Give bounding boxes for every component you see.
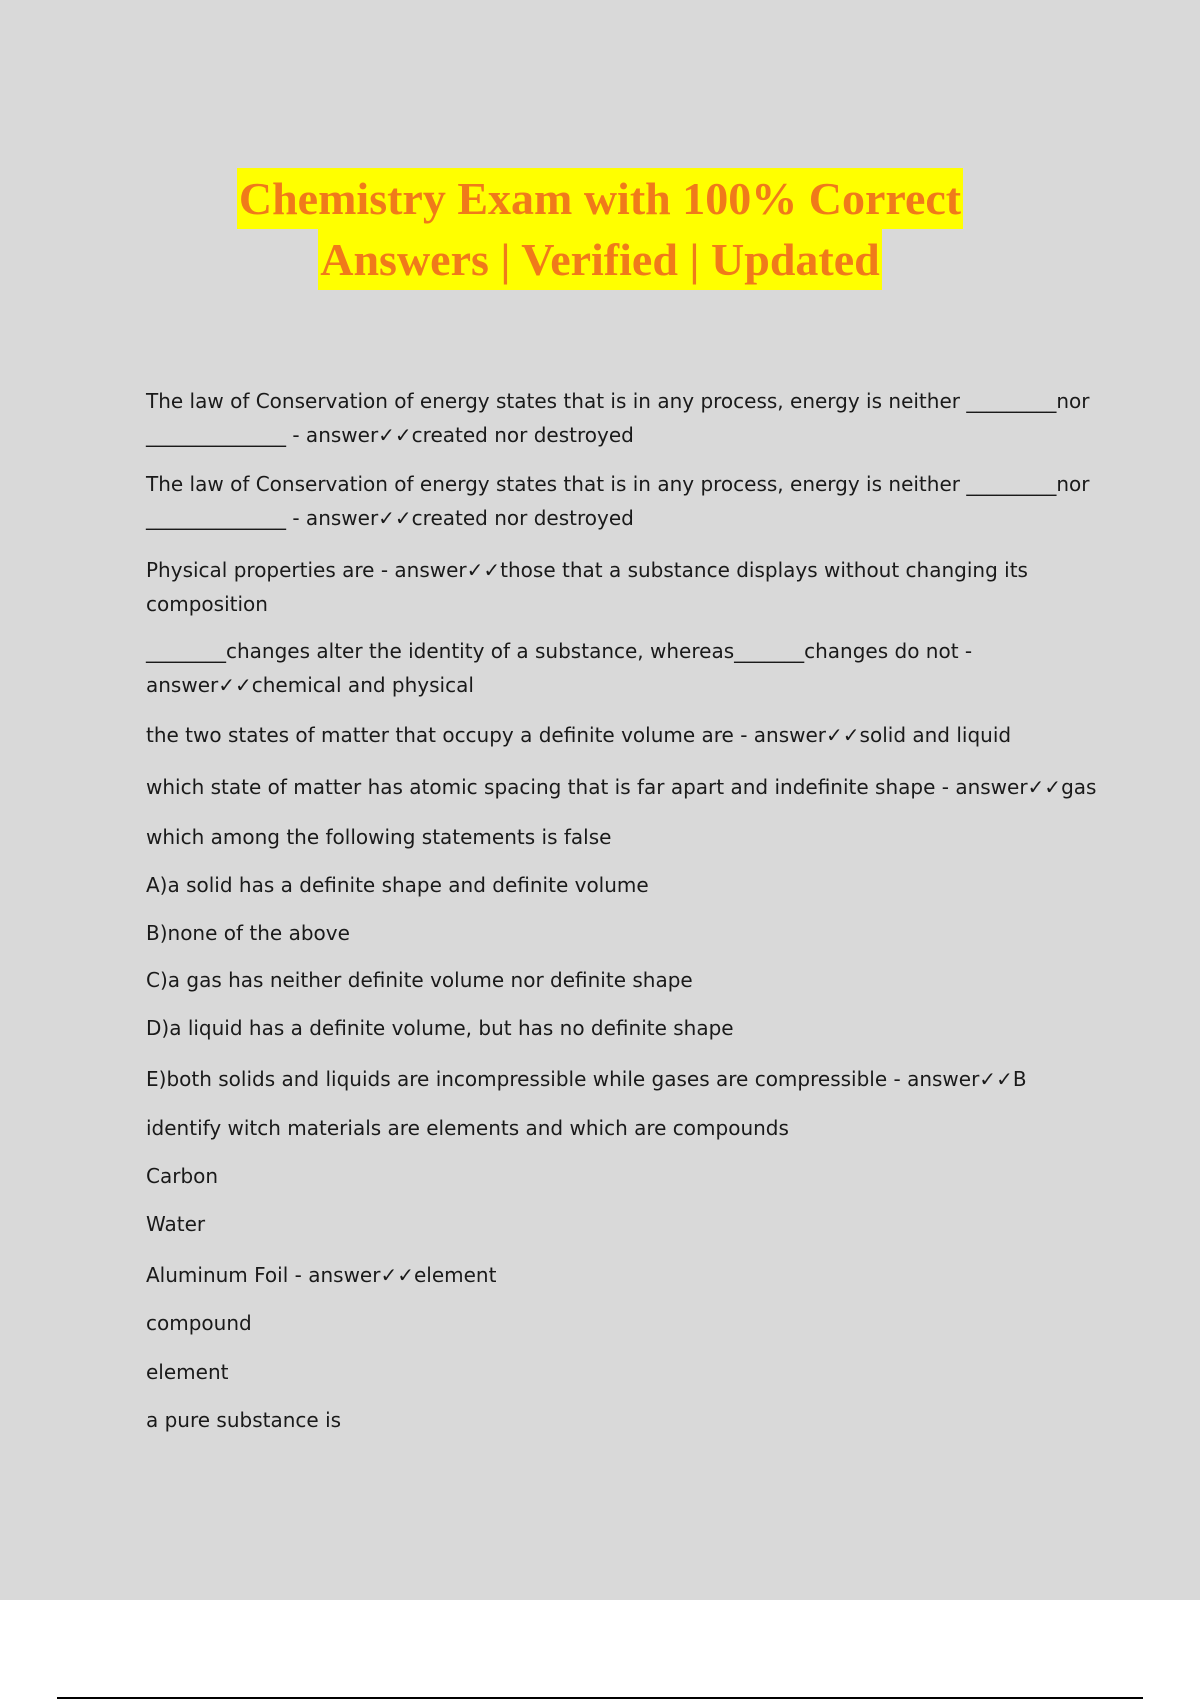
question-item — [146, 553, 1076, 621]
list-item: element — [146, 1360, 229, 1384]
question-item — [146, 384, 1090, 452]
footer-divider — [57, 1697, 1143, 1699]
question-item — [146, 634, 1076, 702]
question-item — [146, 467, 1090, 535]
question-text: The law of Conservation of energy states that is in any process, energy is neither _________ — [146, 472, 1057, 496]
answer-text: answer✓✓chemical and physical — [146, 673, 474, 697]
question-item: identify witch materials are elements and which are compounds — [146, 1116, 789, 1140]
title-line-1: Chemistry Exam with 100% Correct — [237, 168, 963, 229]
answer-option: E)both solids and liquids are incompressible while gases are compressible - answer✓✓B — [146, 1067, 1027, 1091]
title-line-2: Answers | Verified | Updated — [318, 229, 882, 290]
answer-text: ______________ - answer✓✓created nor destroyed — [146, 506, 634, 530]
answer-option: B)none of the above — [146, 921, 350, 945]
answer-text: composition — [146, 592, 268, 616]
question-text: ________changes alter the identity of a substance, whereas_______changes do not - — [146, 639, 973, 663]
document-title — [0, 168, 1200, 290]
list-item: Carbon — [146, 1164, 219, 1188]
list-item: compound — [146, 1311, 252, 1335]
answer-option: A)a solid has a definite shape and definite volume — [146, 873, 649, 897]
question-text-end: nor — [1056, 389, 1090, 413]
question-item: which state of matter has atomic spacing that is far apart and indefinite shape - answer✓✓gas — [146, 775, 1097, 799]
answer-option: C)a gas has neither definite volume nor definite shape — [146, 968, 693, 992]
question-item: a pure substance is — [146, 1408, 342, 1432]
question-text: The law of Conservation of energy states that is in any process, energy is neither _________ — [146, 389, 1057, 413]
list-item: Water — [146, 1212, 206, 1236]
answer-option: D)a liquid has a definite volume, but has no definite shape — [146, 1016, 734, 1040]
list-item: Aluminum Foil - answer✓✓element — [146, 1263, 497, 1287]
question-item: which among the following statements is false — [146, 825, 612, 849]
question-text: Physical properties are - answer✓✓those that a substance displays without changing its — [146, 558, 1028, 582]
question-text-end: nor — [1056, 472, 1090, 496]
question-item: the two states of matter that occupy a definite volume are - answer✓✓solid and liquid — [146, 723, 1012, 747]
answer-text: ______________ - answer✓✓created nor destroyed — [146, 423, 634, 447]
